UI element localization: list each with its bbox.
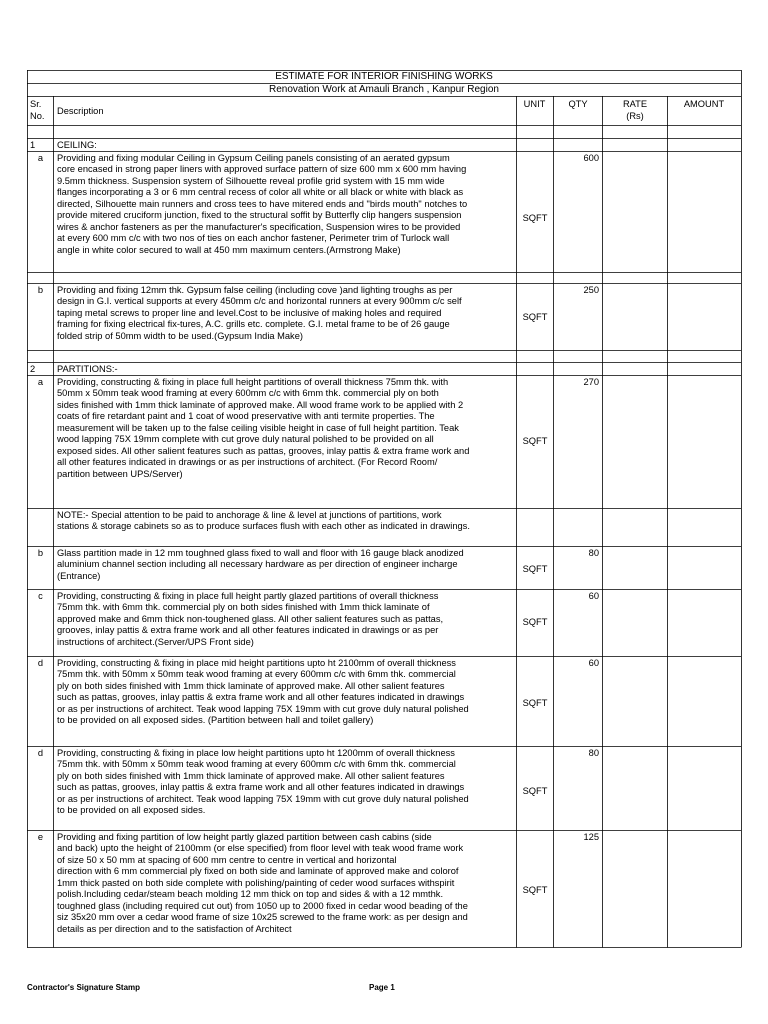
item-description-line: flanges incorporating a 3 or 6 mm central recess of color all white or all black or white with black as [57,187,464,198]
item-description-line: framing for fixing electrical fix-tures, A.C. grills etc. complete. G.I. metal frame to be of 26 gauge [57,319,450,330]
item-description-line: 9.5mm thickness. Suspension system of Silhouette reveal profile grid system with 15 mm wide [57,175,445,186]
item-sr-no: e [37,832,44,842]
section-title-partitions: PARTITIONS:- [57,364,118,374]
item-description-line: Providing and fixing 12mm thk. Gypsum false ceiling (including cove )and lighting troughs as per [57,285,453,295]
item-description-line: grooves, inlay pattis & extra frame work and all other features indicated in drawings or as per [57,625,439,636]
item-unit: SQFT [522,564,548,574]
item-sr-no: a [37,377,44,387]
item-description-line: and back) upto the height of 2100mm (or else specified) from floor level with teak wood frame work [57,843,464,854]
header-qty: QTY [568,99,588,109]
item-description-line: Providing and fixing modular Ceiling in Gypsum Ceiling panels consisting of an aerated gypsum [57,153,450,163]
document-title: ESTIMATE FOR INTERIOR FINISHING WORKS [275,71,493,82]
item-description-line: Providing and fixing partition of low height partly glazed partition between cash cabins (side [57,832,432,842]
item-description-line: all other features indicated in drawings or as per instructions of architect. (For Record Room/ [57,457,438,468]
item-description-line: ply on both sides finished with 1mm thick laminate of approved make. All other salient features [57,770,445,781]
item-description-line: stations & storage cabinets so as to produce surfaces flush with each other as indicated in drawings. [57,521,470,532]
item-description-line: 75mm thk. with 50mm x 50mm teak wood framing at every 600mm c/c with 6mm thk. commercial [57,669,456,680]
item-sr-no: a [37,153,44,163]
item-description-line: aluminium channel section including all necessary hardware as per direction of engineer incharge [57,559,458,570]
header-description: Description [57,106,104,116]
item-sr-no: b [37,548,44,558]
item-description-line: design in G.I. vertical supports at every 450mm c/c and horizontal runners at every 900mm c/c self [57,296,462,307]
item-description-line: wires & anchor fasteners as per the manufacturer's specification, Suspension wires to be provided [57,221,461,232]
item-description-line: polish.Including cedar/steam beach molding 12 mm thick on top and sides & with a 12 mmthk. [57,889,444,900]
page-number: Page 1 [369,983,395,992]
item-description-line: provide mitered cruciform junction, fixed to the structural soffit by Butterfly clip hangers suspension [57,210,462,221]
item-description-line: Providing, constructing & fixing in place full height partitions of overall thickness 75mm thk. with [57,377,449,387]
item-description-line: at every 600 mm c/c with two nos of ties on each anchor fastener, Perimeter trim of Turlock wall [57,233,450,244]
item-description-line: instructions of architect.(Server/UPS Front side) [57,636,254,647]
item-description-line: coats of fire retardant paint and 1 coat of wood preservative with anti termite properties. The [57,411,435,422]
document-subtitle: Renovation Work at Amauli Branch , Kanpur Region [269,84,499,95]
item-sr-no: b [37,285,44,295]
header-sr-line1: Sr. [30,99,42,109]
item-sr-no: d [37,658,44,668]
header-rate-line2: (Rs) [626,111,644,121]
item-description-line: approved make and 6mm thick non-toughened glass. All other salient features such as pattas, [57,613,444,624]
item-qty: 250 [583,285,599,295]
item-unit: SQFT [522,786,548,796]
item-description-line: ply on both sides finished with 1mm thick laminate of approved make. All other salient features [57,680,445,691]
item-sr-no: d [37,748,44,758]
item-qty: 270 [583,377,599,387]
item-description-line: sides finished with 1mm thick laminate of approved make. All wood frame work to be applied with 2 [57,399,464,410]
item-description-line: taping metal screws to proper line and level.Cost to be inclusive of making holes and required [57,307,442,318]
item-description-line: 75mm thk. with 6mm thk. commercial ply on both sides finished with 1mm thick laminate of [57,602,430,613]
item-description-line: wood lapping 75X 19mm complete with cut grove duly natural polished to be provided on all [57,434,434,445]
item-description-line: NOTE:- Special attention to be paid to anchorage & line & level at junctions of partitions, work [57,510,442,520]
item-description-line: core encased in strong paper liners with approved surface pattern of size 600 mm x 600 mm having [57,164,467,175]
header-amount: AMOUNT [683,99,725,109]
contractor-signature-label: Contractor's Signature Stamp [27,983,141,992]
section-title-ceiling: CEILING: [57,140,97,150]
item-description-line: directed, Silhouette main runners and cross tees to have mitered ends and "birds mouth" notches to [57,198,468,209]
item-description-line: to be provided on all exposed sides. [57,805,206,816]
item-description-line: Providing, constructing & fixing in place full height partly glazed partitions of overall thickness [57,591,439,601]
item-description-line: 1mm thick pasted on both side complete with polishing/painting of ceder wood surfaces withspirit [57,877,455,888]
item-description-line: of size 50 x 50 mm at spacing of 600 mm centre to centre in vertical and horizontal [57,854,397,865]
item-description-line: exposed sides. All other salient features such as pattas, grooves, inlay pattis & extra frame work and [57,445,470,456]
item-description-line: 50mm x 50mm teak wood framing at every 600mm c/c with 6mm thk. commercial ply on both [57,388,439,399]
item-unit: SQFT [522,436,548,446]
item-description-line: 75mm thk. with 50mm x 50mm teak wood framing at every 600mm c/c with 6mm thk. commercial [57,759,456,770]
item-description-line: details as per direction and to the satisfaction of Architect [57,923,292,934]
item-qty: 80 [588,748,599,758]
item-description-line: measurement will be taken up to the false ceiling visible height in case of full height partition. Teak [57,422,459,433]
item-unit: SQFT [522,312,548,322]
item-description-line: partition between UPS/Server) [57,468,183,479]
item-description-line: Providing, constructing & fixing in place mid height partitions upto ht 2100mm of overall thickness [57,658,456,668]
item-qty: 125 [583,832,599,842]
item-description-line: such as pattas, grooves, inlay pattis & extra frame work and all other features indicated in drawings [57,782,465,793]
item-description-line: (Entrance) [57,570,101,581]
item-description-line: or as per instructions of architect. Teak wood lapping 75X 19mm with cut grove duly natural polished [57,703,469,714]
item-unit: SQFT [522,213,548,223]
item-qty: 600 [583,153,599,163]
item-description-line: folded strip of 50mm width to be used.(Gypsum India Make) [57,330,303,341]
item-qty: 80 [588,548,599,558]
item-qty: 60 [588,591,599,601]
item-description-line: siz 35x20 mm over a cedar wood frame of size 10x25 screwed to the frame work: as per design and [57,912,468,923]
item-description-line: direction with 6 mm commercial ply fixed on both side and laminate of approved make and colorof [57,866,459,877]
item-qty: 60 [588,658,599,668]
section-no-ceiling: 1 [30,140,36,150]
item-unit: SQFT [522,698,548,708]
header-unit: UNIT [523,99,546,109]
item-description-line: Providing, constructing & fixing in place low height partitions upto ht 1200mm of overall thickness [57,748,455,758]
item-unit: SQFT [522,885,548,895]
item-description-line: to be provided on all exposed sides. (Partition between hall and toilet gallery) [57,715,374,726]
section-no-partitions: 2 [30,364,36,374]
item-description-line: such as pattas, grooves, inlay pattis & extra frame work and all other features indicated in drawings [57,692,465,703]
item-unit: SQFT [522,617,548,627]
item-description-line: toughned glass (including required cut out) from 1050 up to 2000 fixed in cedar wood beading of the [57,900,468,911]
item-description-line: or as per instructions of architect. Teak wood lapping 75X 19mm with cut grove duly natural polished [57,793,469,804]
item-description-line: angle in white color secured to wall at 450 mm maximum centers.(Armstrong Make) [57,244,401,255]
header-rate-line1: RATE [622,99,648,109]
item-description-line: Glass partition made in 12 mm toughned glass fixed to wall and floor with 16 gauge black anodized [57,548,464,558]
item-sr-no: c [38,591,43,601]
header-sr-line2: No. [30,111,45,121]
